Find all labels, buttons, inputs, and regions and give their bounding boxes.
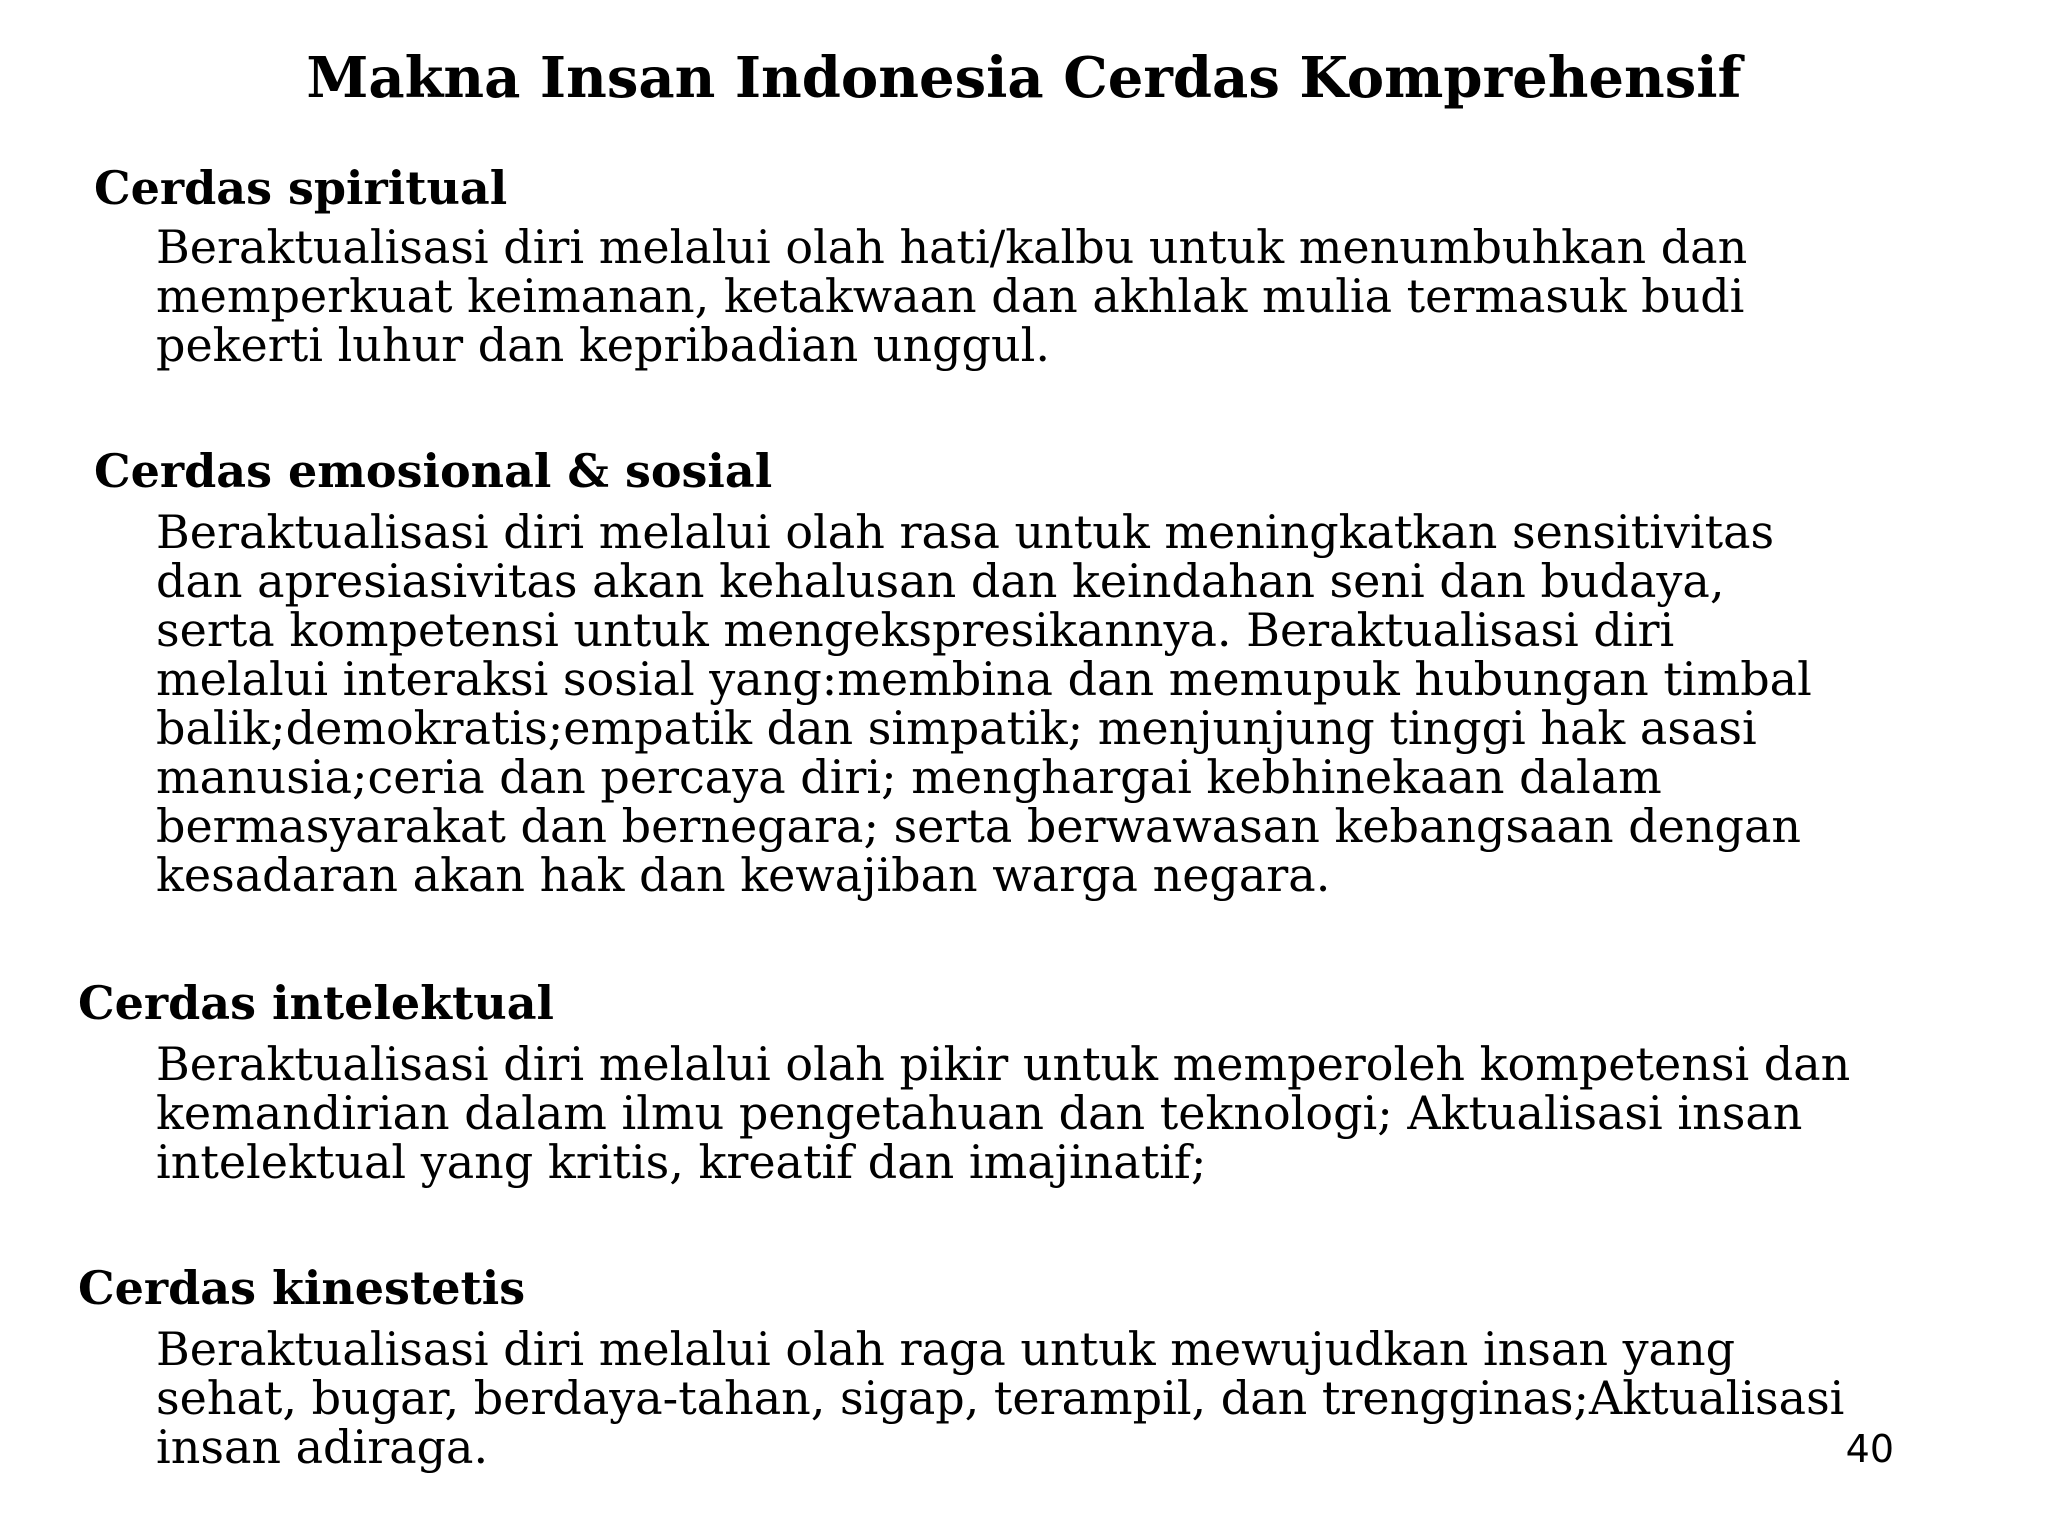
slide-title: Makna Insan Indonesia Cerdas Komprehensif bbox=[306, 45, 1742, 111]
section-heading: Cerdas intelektual bbox=[78, 976, 555, 1030]
section-body: Beraktualisasi diri melalui olah raga untuk mewujudkan insan yang sehat, bugar, berdaya-tahan, sigap, terampil, dan trengginas;Aktualisasi insan adiraga. bbox=[156, 1322, 1845, 1474]
section-heading: Cerdas spiritual bbox=[94, 161, 508, 215]
section-heading: Cerdas emosional & sosial bbox=[94, 444, 773, 498]
section-body: Beraktualisasi diri melalui olah rasa untuk meningkatkan sensitivitas dan apresiasivitas akan kehalusan dan keindahan seni dan budaya, serta kompetensi untuk mengekspresikannya. Beraktualisasi diri melalui interaksi sosial yang:membina dan memupuk hubungan timbal balik;demokratis;empatik dan simpatik; menjunjung tinggi hak asasi manusia;ceria dan percaya diri; menghargai kebhinekaan dalam bermasyarakat dan bernegara; serta berwawasan kebangsaan dengan kesadaran akan hak dan kewajiban warga negara. bbox=[156, 505, 1812, 902]
section-body: Beraktualisasi diri melalui olah pikir untuk memperoleh kompetensi dan kemandirian dalam ilmu pengetahuan dan teknologi; Aktualisasi insan intelektual yang kritis, kreatif dan imajinatif; bbox=[156, 1037, 1851, 1189]
section-heading: Cerdas kinestetis bbox=[78, 1261, 526, 1315]
page-number: 40 bbox=[1845, 1427, 1894, 1471]
section-body: Beraktualisasi diri melalui olah hati/kalbu untuk menumbuhkan dan memperkuat keimanan, ketakwaan dan akhlak mulia termasuk budi pekerti luhur dan kepribadian unggul. bbox=[156, 220, 1748, 372]
